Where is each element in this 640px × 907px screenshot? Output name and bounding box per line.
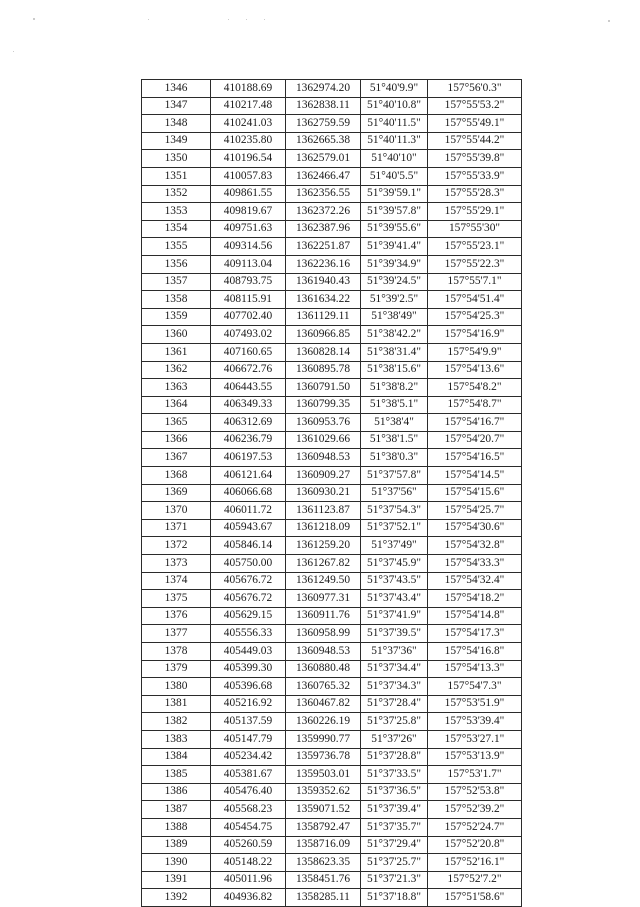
- table-row: [142, 748, 522, 766]
- latitude-cell: 51°37'39.4": [361, 801, 428, 819]
- point-number-cell: 1358: [142, 291, 211, 309]
- latitude-cell: 51°37'34.4": [361, 660, 428, 678]
- latitude-cell: 51°38'0.3": [361, 449, 428, 467]
- y-coordinate-cell: 1361259.20: [286, 537, 361, 555]
- scan-speck: [228, 19, 229, 20]
- latitude-cell: 51°37'25.8": [361, 713, 428, 731]
- table-row: [142, 291, 522, 309]
- x-coordinate-cell: 405449.03: [211, 643, 286, 661]
- longitude-cell: 157°53'27.1": [428, 730, 522, 748]
- x-coordinate-cell: 405568.23: [211, 801, 286, 819]
- latitude-cell: 51°40'10.8": [361, 97, 428, 115]
- point-number-cell: 1351: [142, 167, 211, 185]
- scan-speck: [246, 19, 247, 20]
- y-coordinate-cell: 1359990.77: [286, 730, 361, 748]
- point-number-cell: 1369: [142, 484, 211, 502]
- table-row: [142, 396, 522, 414]
- longitude-cell: 157°55'53.2": [428, 97, 522, 115]
- table-row: [142, 607, 522, 625]
- longitude-cell: 157°54'17.3": [428, 625, 522, 643]
- table-row: [142, 326, 522, 344]
- table-row: [142, 730, 522, 748]
- y-coordinate-cell: 1358623.35: [286, 854, 361, 872]
- y-coordinate-cell: 1361267.82: [286, 555, 361, 573]
- y-coordinate-cell: 1362372.26: [286, 203, 361, 221]
- longitude-cell: 157°53'51.9": [428, 695, 522, 713]
- longitude-cell: 157°55'7.1": [428, 273, 522, 291]
- point-number-cell: 1355: [142, 238, 211, 256]
- latitude-cell: 51°37'49": [361, 537, 428, 555]
- y-coordinate-cell: 1362838.11: [286, 97, 361, 115]
- y-coordinate-cell: 1362974.20: [286, 80, 361, 98]
- point-number-cell: 1375: [142, 590, 211, 608]
- y-coordinate-cell: 1360791.50: [286, 379, 361, 397]
- x-coordinate-cell: 405148.22: [211, 854, 286, 872]
- x-coordinate-cell: 406312.69: [211, 414, 286, 432]
- table-row: [142, 502, 522, 520]
- x-coordinate-cell: 405260.59: [211, 836, 286, 854]
- point-number-cell: 1348: [142, 115, 211, 133]
- point-number-cell: 1367: [142, 449, 211, 467]
- table-row: [142, 519, 522, 537]
- longitude-cell: 157°54'8.7": [428, 396, 522, 414]
- latitude-cell: 51°39'2.5": [361, 291, 428, 309]
- latitude-cell: 51°37'54.3": [361, 502, 428, 520]
- scan-speck: [33, 18, 35, 20]
- latitude-cell: 51°38'5.1": [361, 396, 428, 414]
- y-coordinate-cell: 1360909.27: [286, 467, 361, 485]
- table-row: [142, 132, 522, 150]
- longitude-cell: 157°55'28.3": [428, 185, 522, 203]
- x-coordinate-cell: 407493.02: [211, 326, 286, 344]
- point-number-cell: 1374: [142, 572, 211, 590]
- latitude-cell: 51°40'11.3": [361, 132, 428, 150]
- point-number-cell: 1389: [142, 836, 211, 854]
- longitude-cell: 157°52'16.1": [428, 854, 522, 872]
- x-coordinate-cell: 405556.33: [211, 625, 286, 643]
- y-coordinate-cell: 1361249.50: [286, 572, 361, 590]
- x-coordinate-cell: 405396.68: [211, 678, 286, 696]
- longitude-cell: 157°54'30.6": [428, 519, 522, 537]
- longitude-cell: 157°54'18.2": [428, 590, 522, 608]
- x-coordinate-cell: 405750.00: [211, 555, 286, 573]
- y-coordinate-cell: 1358792.47: [286, 818, 361, 836]
- point-number-cell: 1377: [142, 625, 211, 643]
- longitude-cell: 157°53'13.9": [428, 748, 522, 766]
- x-coordinate-cell: 405147.79: [211, 730, 286, 748]
- y-coordinate-cell: 1360880.48: [286, 660, 361, 678]
- longitude-cell: 157°54'9.9": [428, 343, 522, 361]
- longitude-cell: 157°54'16.7": [428, 414, 522, 432]
- point-number-cell: 1346: [142, 80, 211, 98]
- point-number-cell: 1361: [142, 343, 211, 361]
- table-row: [142, 343, 522, 361]
- y-coordinate-cell: 1359352.62: [286, 783, 361, 801]
- y-coordinate-cell: 1361123.87: [286, 502, 361, 520]
- latitude-cell: 51°39'59.1": [361, 185, 428, 203]
- coordinates-table: [141, 79, 522, 907]
- x-coordinate-cell: 405846.14: [211, 537, 286, 555]
- y-coordinate-cell: 1362251.87: [286, 238, 361, 256]
- latitude-cell: 51°38'42.2": [361, 326, 428, 344]
- latitude-cell: 51°37'18.8": [361, 889, 428, 907]
- table-row: [142, 695, 522, 713]
- point-number-cell: 1376: [142, 607, 211, 625]
- point-number-cell: 1365: [142, 414, 211, 432]
- y-coordinate-cell: 1361218.09: [286, 519, 361, 537]
- longitude-cell: 157°54'33.3": [428, 555, 522, 573]
- y-coordinate-cell: 1358451.76: [286, 871, 361, 889]
- x-coordinate-cell: 410188.69: [211, 80, 286, 98]
- table-row: [142, 660, 522, 678]
- latitude-cell: 51°37'34.3": [361, 678, 428, 696]
- point-number-cell: 1349: [142, 132, 211, 150]
- y-coordinate-cell: 1360953.76: [286, 414, 361, 432]
- table-row: [142, 80, 522, 98]
- x-coordinate-cell: 405476.40: [211, 783, 286, 801]
- point-number-cell: 1353: [142, 203, 211, 221]
- y-coordinate-cell: 1359736.78: [286, 748, 361, 766]
- longitude-cell: 157°52'39.2": [428, 801, 522, 819]
- table-row: [142, 625, 522, 643]
- x-coordinate-cell: 407160.65: [211, 343, 286, 361]
- longitude-cell: 157°52'24.7": [428, 818, 522, 836]
- longitude-cell: 157°53'39.4": [428, 713, 522, 731]
- table-row: [142, 273, 522, 291]
- latitude-cell: 51°37'29.4": [361, 836, 428, 854]
- longitude-cell: 157°52'20.8": [428, 836, 522, 854]
- point-number-cell: 1385: [142, 766, 211, 784]
- latitude-cell: 51°40'9.9": [361, 80, 428, 98]
- point-number-cell: 1392: [142, 889, 211, 907]
- longitude-cell: 157°54'16.8": [428, 643, 522, 661]
- x-coordinate-cell: 410196.54: [211, 150, 286, 168]
- latitude-cell: 51°39'55.6": [361, 220, 428, 238]
- coordinates-table-body: [142, 80, 522, 907]
- x-coordinate-cell: 410057.83: [211, 167, 286, 185]
- y-coordinate-cell: 1360948.53: [286, 449, 361, 467]
- latitude-cell: 51°37'56": [361, 484, 428, 502]
- point-number-cell: 1373: [142, 555, 211, 573]
- y-coordinate-cell: 1361940.43: [286, 273, 361, 291]
- point-number-cell: 1390: [142, 854, 211, 872]
- y-coordinate-cell: 1360966.85: [286, 326, 361, 344]
- latitude-cell: 51°38'49": [361, 308, 428, 326]
- longitude-cell: 157°53'1.7": [428, 766, 522, 784]
- y-coordinate-cell: 1359071.52: [286, 801, 361, 819]
- table-row: [142, 361, 522, 379]
- x-coordinate-cell: 406349.33: [211, 396, 286, 414]
- table-row: [142, 379, 522, 397]
- x-coordinate-cell: 407702.40: [211, 308, 286, 326]
- y-coordinate-cell: 1361634.22: [286, 291, 361, 309]
- y-coordinate-cell: 1362236.16: [286, 255, 361, 273]
- y-coordinate-cell: 1360226.19: [286, 713, 361, 731]
- x-coordinate-cell: 408115.91: [211, 291, 286, 309]
- y-coordinate-cell: 1362466.47: [286, 167, 361, 185]
- table-row: [142, 115, 522, 133]
- table-row: [142, 449, 522, 467]
- x-coordinate-cell: 405943.67: [211, 519, 286, 537]
- longitude-cell: 157°54'14.8": [428, 607, 522, 625]
- latitude-cell: 51°40'10": [361, 150, 428, 168]
- longitude-cell: 157°54'20.7": [428, 431, 522, 449]
- latitude-cell: 51°39'24.5": [361, 273, 428, 291]
- latitude-cell: 51°40'11.5": [361, 115, 428, 133]
- table-row: [142, 97, 522, 115]
- x-coordinate-cell: 405399.30: [211, 660, 286, 678]
- x-coordinate-cell: 409819.67: [211, 203, 286, 221]
- latitude-cell: 51°37'26": [361, 730, 428, 748]
- x-coordinate-cell: 409314.56: [211, 238, 286, 256]
- point-number-cell: 1347: [142, 97, 211, 115]
- point-number-cell: 1352: [142, 185, 211, 203]
- y-coordinate-cell: 1362579.01: [286, 150, 361, 168]
- x-coordinate-cell: 405676.72: [211, 590, 286, 608]
- y-coordinate-cell: 1358716.09: [286, 836, 361, 854]
- latitude-cell: 51°37'28.8": [361, 748, 428, 766]
- y-coordinate-cell: 1360977.31: [286, 590, 361, 608]
- table-row: [142, 467, 522, 485]
- latitude-cell: 51°37'35.7": [361, 818, 428, 836]
- table-row: [142, 431, 522, 449]
- latitude-cell: 51°37'36": [361, 643, 428, 661]
- scan-speck: [608, 20, 610, 22]
- scan-speck: [264, 19, 265, 20]
- table-row: [142, 308, 522, 326]
- latitude-cell: 51°37'43.4": [361, 590, 428, 608]
- x-coordinate-cell: 406197.53: [211, 449, 286, 467]
- table-row: [142, 801, 522, 819]
- point-number-cell: 1350: [142, 150, 211, 168]
- y-coordinate-cell: 1360799.35: [286, 396, 361, 414]
- x-coordinate-cell: 404936.82: [211, 889, 286, 907]
- point-number-cell: 1364: [142, 396, 211, 414]
- table-row: [142, 220, 522, 238]
- longitude-cell: 157°54'14.5": [428, 467, 522, 485]
- point-number-cell: 1388: [142, 818, 211, 836]
- point-number-cell: 1378: [142, 643, 211, 661]
- x-coordinate-cell: 410217.48: [211, 97, 286, 115]
- table-row: [142, 871, 522, 889]
- latitude-cell: 51°38'1.5": [361, 431, 428, 449]
- point-number-cell: 1354: [142, 220, 211, 238]
- longitude-cell: 157°54'51.4": [428, 291, 522, 309]
- x-coordinate-cell: 405629.15: [211, 607, 286, 625]
- y-coordinate-cell: 1360895.78: [286, 361, 361, 379]
- table-row: [142, 836, 522, 854]
- x-coordinate-cell: 405381.67: [211, 766, 286, 784]
- latitude-cell: 51°37'28.4": [361, 695, 428, 713]
- point-number-cell: 1382: [142, 713, 211, 731]
- table-row: [142, 854, 522, 872]
- longitude-cell: 157°54'25.7": [428, 502, 522, 520]
- latitude-cell: 51°38'15.6": [361, 361, 428, 379]
- y-coordinate-cell: 1362387.96: [286, 220, 361, 238]
- longitude-cell: 157°54'16.5": [428, 449, 522, 467]
- latitude-cell: 51°37'43.5": [361, 572, 428, 590]
- longitude-cell: 157°51'58.6": [428, 889, 522, 907]
- x-coordinate-cell: 406121.64: [211, 467, 286, 485]
- latitude-cell: 51°37'57.8": [361, 467, 428, 485]
- longitude-cell: 157°54'32.4": [428, 572, 522, 590]
- longitude-cell: 157°55'23.1": [428, 238, 522, 256]
- y-coordinate-cell: 1360948.53: [286, 643, 361, 661]
- x-coordinate-cell: 405137.59: [211, 713, 286, 731]
- point-number-cell: 1356: [142, 255, 211, 273]
- table-row: [142, 537, 522, 555]
- latitude-cell: 51°37'39.5": [361, 625, 428, 643]
- x-coordinate-cell: 410241.03: [211, 115, 286, 133]
- y-coordinate-cell: 1361129.11: [286, 308, 361, 326]
- x-coordinate-cell: 406066.68: [211, 484, 286, 502]
- latitude-cell: 51°37'21.3": [361, 871, 428, 889]
- table-row: [142, 185, 522, 203]
- x-coordinate-cell: 410235.80: [211, 132, 286, 150]
- y-coordinate-cell: 1360828.14: [286, 343, 361, 361]
- y-coordinate-cell: 1359503.01: [286, 766, 361, 784]
- table-row: [142, 766, 522, 784]
- point-number-cell: 1381: [142, 695, 211, 713]
- point-number-cell: 1386: [142, 783, 211, 801]
- table-row: [142, 555, 522, 573]
- table-row: [142, 678, 522, 696]
- y-coordinate-cell: 1362759.59: [286, 115, 361, 133]
- point-number-cell: 1387: [142, 801, 211, 819]
- table-row: [142, 572, 522, 590]
- point-number-cell: 1368: [142, 467, 211, 485]
- longitude-cell: 157°55'44.2": [428, 132, 522, 150]
- longitude-cell: 157°56'0.3": [428, 80, 522, 98]
- table-row: [142, 590, 522, 608]
- x-coordinate-cell: 409113.04: [211, 255, 286, 273]
- latitude-cell: 51°37'33.5": [361, 766, 428, 784]
- table-row: [142, 818, 522, 836]
- latitude-cell: 51°38'4": [361, 414, 428, 432]
- longitude-cell: 157°54'16.9": [428, 326, 522, 344]
- longitude-cell: 157°52'53.8": [428, 783, 522, 801]
- longitude-cell: 157°55'29.1": [428, 203, 522, 221]
- point-number-cell: 1360: [142, 326, 211, 344]
- point-number-cell: 1359: [142, 308, 211, 326]
- longitude-cell: 157°55'22.3": [428, 255, 522, 273]
- point-number-cell: 1357: [142, 273, 211, 291]
- table-row: [142, 783, 522, 801]
- x-coordinate-cell: 408793.75: [211, 273, 286, 291]
- latitude-cell: 51°37'52.1": [361, 519, 428, 537]
- table-row: [142, 203, 522, 221]
- longitude-cell: 157°54'25.3": [428, 308, 522, 326]
- longitude-cell: 157°54'32.8": [428, 537, 522, 555]
- x-coordinate-cell: 405011.96: [211, 871, 286, 889]
- point-number-cell: 1383: [142, 730, 211, 748]
- longitude-cell: 157°54'13.3": [428, 660, 522, 678]
- point-number-cell: 1391: [142, 871, 211, 889]
- latitude-cell: 51°39'57.8": [361, 203, 428, 221]
- table-row: [142, 167, 522, 185]
- table-row: [142, 255, 522, 273]
- latitude-cell: 51°39'34.9": [361, 255, 428, 273]
- latitude-cell: 51°37'25.7": [361, 854, 428, 872]
- latitude-cell: 51°40'5.5": [361, 167, 428, 185]
- table-row: [142, 414, 522, 432]
- latitude-cell: 51°39'41.4": [361, 238, 428, 256]
- latitude-cell: 51°37'45.9": [361, 555, 428, 573]
- x-coordinate-cell: 406011.72: [211, 502, 286, 520]
- latitude-cell: 51°37'36.5": [361, 783, 428, 801]
- latitude-cell: 51°38'31.4": [361, 343, 428, 361]
- point-number-cell: 1384: [142, 748, 211, 766]
- longitude-cell: 157°55'39.8": [428, 150, 522, 168]
- y-coordinate-cell: 1360467.82: [286, 695, 361, 713]
- longitude-cell: 157°52'7.2": [428, 871, 522, 889]
- y-coordinate-cell: 1360765.32: [286, 678, 361, 696]
- x-coordinate-cell: 405216.92: [211, 695, 286, 713]
- x-coordinate-cell: 406443.55: [211, 379, 286, 397]
- point-number-cell: 1363: [142, 379, 211, 397]
- y-coordinate-cell: 1358285.11: [286, 889, 361, 907]
- point-number-cell: 1362: [142, 361, 211, 379]
- longitude-cell: 157°54'15.6": [428, 484, 522, 502]
- point-number-cell: 1372: [142, 537, 211, 555]
- x-coordinate-cell: 409861.55: [211, 185, 286, 203]
- y-coordinate-cell: 1362665.38: [286, 132, 361, 150]
- longitude-cell: 157°55'49.1": [428, 115, 522, 133]
- longitude-cell: 157°55'33.9": [428, 167, 522, 185]
- y-coordinate-cell: 1361029.66: [286, 431, 361, 449]
- latitude-cell: 51°37'41.9": [361, 607, 428, 625]
- table-row: [142, 889, 522, 907]
- point-number-cell: 1371: [142, 519, 211, 537]
- point-number-cell: 1379: [142, 660, 211, 678]
- x-coordinate-cell: 406236.79: [211, 431, 286, 449]
- x-coordinate-cell: 405454.75: [211, 818, 286, 836]
- longitude-cell: 157°55'30": [428, 220, 522, 238]
- point-number-cell: 1366: [142, 431, 211, 449]
- y-coordinate-cell: 1360911.76: [286, 607, 361, 625]
- x-coordinate-cell: 405676.72: [211, 572, 286, 590]
- y-coordinate-cell: 1362356.55: [286, 185, 361, 203]
- table-row: [142, 150, 522, 168]
- scan-speck: [148, 19, 149, 20]
- x-coordinate-cell: 406672.76: [211, 361, 286, 379]
- longitude-cell: 157°54'13.6": [428, 361, 522, 379]
- table-row: [142, 238, 522, 256]
- latitude-cell: 51°38'8.2": [361, 379, 428, 397]
- table-row: [142, 484, 522, 502]
- point-number-cell: 1380: [142, 678, 211, 696]
- y-coordinate-cell: 1360930.21: [286, 484, 361, 502]
- longitude-cell: 157°54'8.2": [428, 379, 522, 397]
- point-number-cell: 1370: [142, 502, 211, 520]
- table-row: [142, 713, 522, 731]
- table-row: [142, 643, 522, 661]
- y-coordinate-cell: 1360958.99: [286, 625, 361, 643]
- x-coordinate-cell: 409751.63: [211, 220, 286, 238]
- scan-speck: [13, 51, 14, 52]
- longitude-cell: 157°54'7.3": [428, 678, 522, 696]
- x-coordinate-cell: 405234.42: [211, 748, 286, 766]
